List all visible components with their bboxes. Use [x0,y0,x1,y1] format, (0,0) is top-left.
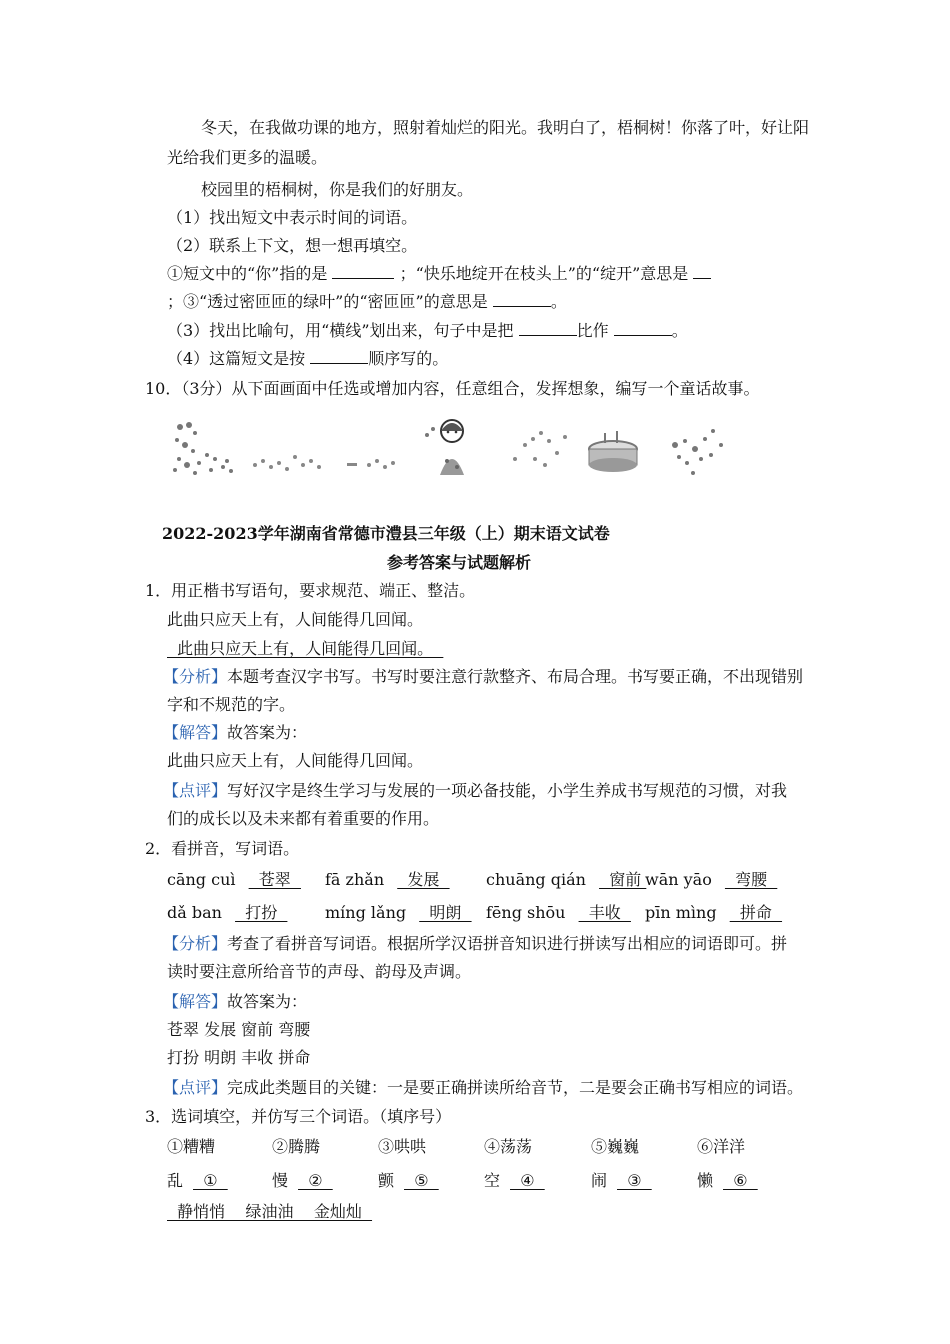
stones-icon [347,459,395,469]
q9-sub-3 [167,321,688,341]
q3-imitate [167,1202,372,1222]
passage-line-1: 冬天，在我做功课的地方，照射着灿烂的阳光。我明白了，梧桐树！你落了叶，好让阳 [201,118,810,137]
q1-analysis-cont: 字和不规范的字。 [167,695,296,714]
q2-solution-line-2: 打扮 明朗 丰收 拼命 [167,1048,311,1067]
fill-answer: ③ [617,1171,652,1190]
fill-answer: ① [193,1171,228,1190]
q3-fill [697,1171,758,1191]
comment-tag: 【点评】 [163,781,228,800]
q9-sub-3-end: 。 [671,321,688,340]
q3-prompt: 3．选词填空，并仿写三个词语。（填序号） [145,1107,452,1126]
word-answer: 打扮 [235,903,288,922]
answer-blank[interactable] [493,292,551,307]
q1-solution [163,723,307,743]
q3-fill [484,1171,545,1191]
fill-char: 慢 [272,1171,289,1190]
answer-blank[interactable] [332,264,394,279]
q1-analysis [163,667,803,687]
pinyin: míng lǎng [325,903,407,922]
q1-solution-line: 此曲只应天上有，人间能得几回闻。 [167,751,424,770]
story-pictures-image [165,415,735,485]
solution-text: 故答案为： [227,992,308,1011]
butterflies-icon [513,431,567,467]
solution-text: 故答案为： [227,723,308,742]
q2-solution-line-1: 苍翠 发展 窗前 弯腰 [167,1020,311,1039]
solution-tag: 【解答】 [163,992,228,1011]
q3-option: ②腾腾 [272,1137,321,1156]
word-answer: 窗前 [599,870,647,889]
q9-sub-3-text: （3）找出比喻句，用“横线”划出来，句子中是把 [167,321,514,340]
fill-answer: ④ [510,1171,545,1190]
q2-analysis [163,934,787,954]
q2-row-1d [645,870,777,890]
pinyin: fā zhǎn [325,870,385,889]
q9-sub-4-end: 顺序写的。 [368,349,449,368]
q1-answer [167,639,443,659]
q9-sub-1: （1）找出短文中表示时间的词语。 [167,208,418,227]
pinyin: chuāng qián [486,870,586,889]
pebbles-icon [253,455,321,471]
q3-option: ①糟糟 [167,1137,216,1156]
q3-option: ③哄哄 [378,1137,427,1156]
frog-icon [173,422,233,475]
q2-row-1c [486,870,646,890]
q9-sub-2b [167,292,567,312]
pinyin: dǎ ban [167,903,222,922]
fill-char: 颤 [378,1171,395,1190]
imitate-answer: 静悄悄 绿油油 金灿灿 [167,1202,373,1221]
q1-comment-cont: 们的成长以及未来都有着重要的作用。 [167,809,440,828]
q9-sub-3-mid: 比作 [576,321,609,340]
q3-fill [378,1171,439,1191]
q2-row-1b [325,870,450,890]
q2-analysis-cont: 读时要注意所给音节的声母、韵母及声调。 [167,962,472,981]
q3-option: ④荡荡 [484,1137,533,1156]
q2-comment [163,1078,803,1098]
answers-title: 2022-2023学年湖南省常德市澧县三年级（上）期末语文试卷 [162,524,610,543]
answers-subtitle: 参考答案与试题解析 [387,553,532,572]
q2-row-2c [486,903,631,923]
q2-row-1 [167,870,301,890]
pinyin: wān yāo [645,870,712,889]
passage-line-3: 校园里的梧桐树，你是我们的好朋友。 [201,180,474,199]
q9-sub-2: （2）联系上下文，想一想再填空。 [167,236,418,255]
analysis-text: 本题考查汉字书写。书写时要注意行款整齐、布局合理。书写要正确，不出现错别 [227,667,804,686]
pinyin: cāng cuì [167,870,236,889]
fill-char: 空 [484,1171,501,1190]
answer-blank[interactable] [614,321,672,336]
fill-char: 闹 [591,1171,608,1190]
answer-blank[interactable] [693,264,711,279]
analysis-tag: 【分析】 [163,667,228,686]
pinyin: fēng shōu [486,903,566,922]
q2-prompt: 2．看拼音，写词语。 [145,839,300,858]
q9-sub-4 [167,349,448,369]
q9-sub-2b-text: ；③“透过密匝匝的绿叶”的“密匝匝”的意思是 [167,292,488,311]
q2-row-2b [325,903,472,923]
q9-sub-2a-text: ①短文中的“你”指的是 [167,264,328,283]
girl-icon [425,420,464,475]
analysis-text: 考查了看拼音写词语。根据所学汉语拼音知识进行拼读写出相应的词语即可。拼 [227,934,788,953]
q1-comment [163,781,787,801]
comment-text: 写好汉字是终生学习与发展的一项必备技能，小学生养成书写规范的习惯，对我 [227,781,788,800]
q1-sentence: 此曲只应天上有，人间能得几回闻。 [167,610,424,629]
word-answer: 拼命 [729,903,783,922]
word-answer: 发展 [397,870,450,889]
passage-line-2: 光给我们更多的温暖。 [167,148,328,167]
q9-sub-4-text: （4）这篇短文是按 [167,349,306,368]
cake-icon [589,431,637,472]
q10-prompt: 10．（3分）从下面画面中任选或增加内容，任意组合，发挥想象，编写一个童话故事。 [145,379,760,398]
analysis-tag: 【分析】 [163,934,228,953]
q3-fill [167,1171,228,1191]
fill-char: 乱 [167,1171,184,1190]
fill-char: 懒 [697,1171,714,1190]
fill-answer: ② [298,1171,333,1190]
q2-row-2 [167,903,287,923]
solution-tag: 【解答】 [163,723,228,742]
word-answer: 明朗 [419,903,472,922]
q9-sub-2a [167,264,711,284]
q2-solution [163,992,307,1012]
fill-answer: ⑤ [404,1171,439,1190]
word-answer: 丰收 [578,903,631,922]
fill-answer: ⑥ [723,1171,758,1190]
q1-prompt: 1．用正楷书写语句，要求规范、端正、整洁。 [145,581,476,600]
q3-option: ⑤巍巍 [591,1137,640,1156]
q3-fill [591,1171,652,1191]
q9-sub-2b-end: 。 [550,292,567,311]
q2-row-2d [645,903,782,923]
q1-answer-text: 此曲只应天上有，人间能得几回闻。 [167,639,444,658]
answer-blank[interactable] [519,321,577,336]
comment-text: 完成此类题目的关键：一是要正确拼读所给音节，二是要会正确书写相应的词语。 [227,1078,804,1097]
answer-blank[interactable] [310,349,368,364]
word-answer: 弯腰 [724,870,778,889]
word-answer: 苍翠 [248,870,301,889]
bird-icon [672,429,723,475]
comment-tag: 【点评】 [163,1078,228,1097]
q3-fill [272,1171,333,1191]
q9-sub-2a-mid: ；“快乐地绽开在枝头上”的“绽开”意思是 [399,264,689,283]
q3-option: ⑥洋洋 [697,1137,746,1156]
pinyin: pīn mìng [645,903,717,922]
